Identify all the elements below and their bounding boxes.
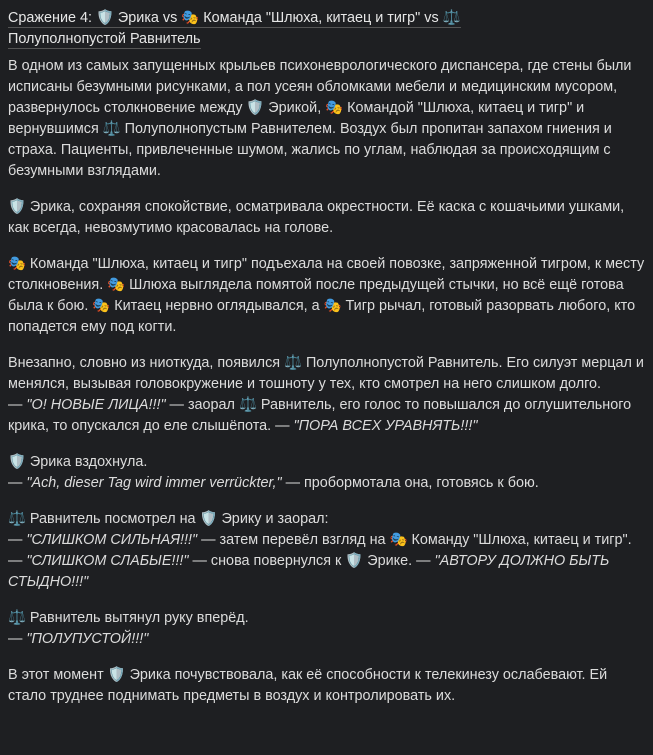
paragraph-telekinesis: В этот момент 🛡️ Эрика почувствовала, как её способности к телекинезу ослабевают. Ей стало труднее поднимать предметы в воздух и контролировать их.	[8, 667, 608, 704]
paragraph-setting: В одном из самых запущенных крыльев психоневрологического диспансера, где стены были исписаны безумными рисунками, а пол усеян обломками мебели и медицинским мусором, развернулось столкновение между 🛡️ Эрикой, 🎭 Командой "Шлюха, китаец и тигр" и вернувшимся ⚖️ Полуполнопустым Равнителем. Воздух был пропитан запахом гниения и страха. Пациенты, привлеченные шумом, жались по углам, наблюдая за происходящим с безумными взглядами.	[8, 58, 632, 179]
battle-title-line1: Сражение 4: 🛡️ Эрика vs 🎭 Команда "Шлюха, китаец и тигр" vs ⚖️	[8, 10, 461, 26]
battle-heading	[8, 8, 645, 50]
quote-author-ashamed: "АВТОРУ ДОЛЖНО БЫТЬ СТЫДНО!!!"	[8, 553, 610, 590]
battle-title-line2: Полуполнопустой Равнитель	[8, 31, 201, 47]
paragraph-equalizer-appears: Внезапно, словно из ниоткуда, появился ⚖️ Полуполнопустой Равнитель. Его силуэт мерцал и менялся, вызывая головокружение и тошноту у тех, кто смотрел на него слишком долго. — "О! НОВЫЕ ЛИЦА!!!" — заорал ⚖️ Равнитель, его голос то повышался до оглушительного крика, то опускался до еле слышёпота. — "ПОРА ВСЕХ УРАВНЯТЬ!!!"	[8, 355, 644, 434]
battle-title	[8, 10, 461, 49]
paragraph-equalizer-hand: ⚖️ Равнитель вытянул руку вперёд. — "ПОЛУПУСТОЙ!!!"	[8, 610, 249, 647]
paragraph-team: 🎭 Команда "Шлюха, китаец и тигр" подъехала на своей повозке, запряженной тигром, к месту столкновения. 🎭 Шлюха выглядела помятой после предыдущей стычки, но всё ещё готова была к бою. 🎭 Китаец нервно оглядывался, а 🎭 Тигр рычал, готовый разорвать любого, кто попадется ему под когти.	[8, 256, 645, 335]
quote-new-faces: "О! НОВЫЕ ЛИЦА!!!"	[26, 397, 166, 413]
paragraph-erika: 🛡️ Эрика, сохраняя спокойствие, осматривала окрестности. Её каска с кошачьими ушками, как всегда, невозмутимо красовалась на голове.	[8, 199, 625, 236]
quote-too-strong: "СЛИШКОМ СИЛЬНАЯ!!!"	[26, 532, 198, 548]
quote-half-empty: "ПОЛУПУСТОЙ!!!"	[26, 631, 149, 647]
paragraph-equalizer-shouts: ⚖️ Равнитель посмотрел на 🛡️ Эрику и заорал: — "СЛИШКОМ СИЛЬНАЯ!!!" — затем перевёл взгляд на 🎭 Команду "Шлюха, китаец и тигр". — "СЛИШКОМ СЛАБЫЕ!!!" — снова повернулся к 🛡️ Эрике. — "АВТОРУ ДОЛЖНО БЫТЬ СТЫДНО!!!"	[8, 511, 632, 590]
quote-equalize-all: "ПОРА ВСЕХ УРАВНЯТЬ!!!"	[293, 418, 478, 434]
paragraph-erika-sighs: 🛡️ Эрика вздохнула. — "Ach, dieser Tag wird immer verrückter," — пробормотала она, готовясь к бою.	[8, 454, 539, 491]
quote-too-weak: "СЛИШКОМ СЛАБЫЕ!!!"	[26, 553, 189, 569]
quote-german: "Ach, dieser Tag wird immer verrückter,"	[26, 475, 282, 491]
